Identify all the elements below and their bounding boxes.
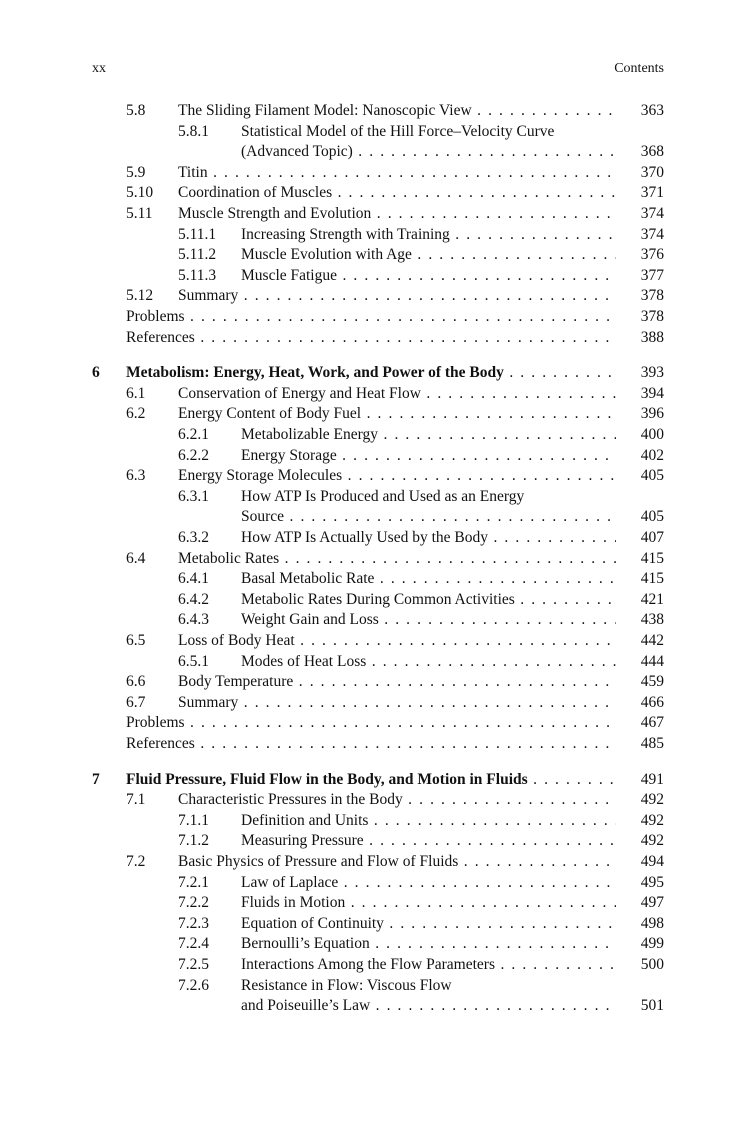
toc-entry-title-wrap	[241, 934, 616, 954]
toc-entry-page: 442	[640, 632, 664, 649]
toc-entry-title-wrap	[178, 163, 616, 183]
toc-entry-title: Conservation of Energy and Heat Flow	[178, 384, 421, 402]
toc-entry-title-wrap	[178, 286, 616, 306]
toc-entry-title: How ATP Is Actually Used by the Body	[241, 529, 488, 546]
toc-entry[interactable]	[0, 790, 664, 810]
toc-entry[interactable]	[0, 873, 664, 893]
toc-entry-title-wrap	[241, 266, 616, 286]
toc-entry-title: Metabolizable Energy	[241, 426, 379, 443]
toc-entry-number: 6.4.3	[178, 611, 209, 629]
toc-entry[interactable]	[0, 914, 664, 934]
toc-entry[interactable]	[0, 652, 664, 672]
toc-entry-title-wrap	[178, 101, 616, 121]
toc-entry-title: Equation of Continuity	[241, 914, 384, 932]
toc-entry-title-wrap	[241, 528, 616, 548]
page-number: xx	[92, 61, 106, 76]
toc-entry[interactable]	[0, 713, 664, 733]
toc-entry-page: 499	[640, 935, 664, 953]
toc-entry-title-wrap	[178, 790, 616, 810]
toc-entry-title: Definition and Units	[241, 811, 369, 829]
toc-entry-number: 5.10	[126, 184, 154, 202]
toc-entry-title: Resistance in Flow: Viscous Flow	[241, 976, 452, 994]
toc-entry-title-wrap	[178, 466, 616, 486]
toc-entry-number: 6.5	[126, 632, 146, 649]
toc-entry[interactable]	[0, 955, 664, 975]
toc-entry-title-wrap	[241, 487, 616, 507]
toc-entry-title: Statistical Model of the Hill Force–Velocity Curve	[241, 122, 555, 140]
toc-entry-title: Coordination of Muscles	[178, 184, 333, 202]
toc-entry-title: Metabolism: Energy, Heat, Work, and Power of the Body	[126, 364, 504, 382]
toc-entry-number: 6.2.1	[178, 426, 209, 443]
toc-entry[interactable]	[0, 569, 664, 589]
toc-entry-title: Summary	[178, 693, 239, 711]
toc-entry-title-wrap	[241, 245, 616, 265]
toc-entry-number: 6.1	[126, 384, 146, 402]
toc-entry-title-wrap	[241, 914, 616, 934]
toc-entry-page: 497	[640, 894, 664, 912]
toc-entry-number: 5.9	[126, 163, 146, 181]
toc-entry-number: 7.2	[126, 853, 146, 870]
toc-entry-title-wrap	[241, 142, 616, 162]
toc-entry-title-wrap	[241, 225, 616, 245]
toc-entry-title-wrap	[241, 425, 616, 445]
toc-entry-number: 6.4.2	[178, 590, 209, 608]
toc-entry[interactable]	[0, 811, 664, 831]
toc-entry-title: Energy Storage Molecules	[178, 467, 343, 485]
toc-entry-page: 459	[640, 673, 664, 691]
toc-entry[interactable]	[0, 590, 664, 610]
toc-entry-number: 6.3.2	[178, 529, 209, 546]
toc-entry-number: 5.11	[126, 205, 153, 222]
toc-entry-page: 500	[640, 956, 664, 973]
toc-entry[interactable]	[0, 610, 664, 630]
toc-entry-title: Metabolic Rates During Common Activities	[241, 590, 515, 608]
toc-entry-title-wrap	[178, 404, 616, 424]
toc-entry-number: 7.2.3	[178, 914, 209, 932]
toc-entry-title: Titin	[178, 163, 208, 181]
toc-entry-title: Summary	[178, 287, 239, 305]
toc-entry-page: 501	[640, 997, 664, 1015]
toc-entry-title: Energy Storage	[241, 446, 337, 464]
toc-entry[interactable]	[0, 122, 664, 142]
toc-entry[interactable]	[0, 976, 664, 996]
toc-entry-title: Fluid Pressure, Fluid Flow in the Body, and Motion in Fluids	[126, 770, 528, 788]
toc-entry-number: 6.2	[126, 405, 146, 423]
toc-entry-page: 494	[640, 853, 664, 870]
toc-entry-page: 407	[640, 529, 664, 546]
toc-entry-number: 7.2.4	[178, 935, 209, 953]
page-header	[92, 61, 664, 81]
toc-entry-page: 485	[640, 735, 664, 752]
toc-entry[interactable]	[0, 852, 664, 872]
toc-entry-number: 5.8	[126, 102, 146, 119]
toc-entry[interactable]	[0, 528, 664, 548]
toc-entry[interactable]	[0, 996, 664, 1016]
toc-entry-title: References	[126, 735, 195, 752]
toc-entry-title: Characteristic Pressures in the Body	[178, 791, 403, 809]
toc-entry-page: 374	[640, 205, 664, 222]
toc-entry-page: 402	[640, 446, 664, 464]
toc-entry-title-wrap	[178, 183, 616, 203]
toc-entry-title-wrap	[241, 955, 616, 975]
toc-entry-number: 6.4.1	[178, 570, 209, 588]
toc-entry-title: References	[126, 328, 195, 346]
toc-entry-page: 363	[640, 102, 664, 119]
toc-entry-page: 467	[640, 714, 664, 732]
toc-entry-title-wrap	[241, 873, 616, 893]
toc-entry-number: 6	[92, 364, 100, 382]
toc-entry-title: Interactions Among the Flow Parameters	[241, 956, 495, 973]
toc-entry-page: 495	[640, 873, 664, 891]
toc-entry-title: The Sliding Filament Model: Nanoscopic View	[178, 102, 472, 119]
toc-entry-page: 393	[640, 364, 664, 382]
toc-entry[interactable]	[0, 831, 664, 851]
toc-entry-title-wrap	[178, 384, 616, 404]
toc-entry[interactable]	[0, 425, 664, 445]
toc-entry-page: 405	[640, 467, 664, 485]
toc-entry-title-wrap	[241, 893, 616, 913]
toc-entry-page: 498	[640, 914, 664, 932]
toc-entry[interactable]	[0, 328, 664, 348]
toc-entry-page: 394	[640, 384, 664, 402]
toc-entry-page: 371	[640, 184, 664, 202]
toc-entry-title: Basic Physics of Pressure and Flow of Fluids	[178, 853, 459, 870]
toc-entry-page: 415	[640, 570, 664, 588]
toc-entry-number: 6.4	[126, 549, 146, 567]
toc-entry-title: Metabolic Rates	[178, 549, 280, 567]
toc-entry-title: Muscle Evolution with Age	[241, 246, 412, 264]
toc-entry-title-wrap	[241, 811, 616, 831]
toc-entry-title: Weight Gain and Loss	[241, 611, 379, 629]
toc-entry[interactable]	[0, 507, 664, 527]
toc-entry-number: 7.2.6	[178, 976, 209, 994]
toc-entry-title-wrap	[241, 610, 616, 630]
toc-entry[interactable]	[0, 631, 664, 651]
toc-entry-number: 5.12	[126, 287, 154, 305]
toc-entry-title-wrap	[178, 693, 616, 713]
toc-entry[interactable]	[0, 384, 664, 404]
toc-entry-number: 5.11.2	[178, 246, 217, 264]
toc-entry[interactable]	[0, 672, 664, 692]
toc-entry-number: 7.1.1	[178, 811, 209, 829]
toc-entry[interactable]	[0, 770, 664, 790]
toc-entry[interactable]	[0, 363, 664, 383]
toc-entry[interactable]	[0, 549, 664, 569]
toc-entry-title: Problems	[126, 714, 185, 732]
toc-entry[interactable]	[0, 142, 664, 162]
toc-entry[interactable]	[0, 893, 664, 913]
toc-entry[interactable]	[0, 163, 664, 183]
toc-entry[interactable]	[0, 266, 664, 286]
toc-entry[interactable]	[0, 734, 664, 754]
toc-entry-title-wrap	[178, 852, 616, 872]
toc-entry-number: 7.1	[126, 791, 146, 809]
toc-entry-page: 491	[640, 770, 664, 788]
toc-entry-title: (Advanced Topic)	[241, 143, 353, 161]
toc-entry-title: Basal Metabolic Rate	[241, 570, 375, 588]
toc-entry-page: 492	[640, 791, 664, 809]
toc-entry-page: 396	[640, 405, 664, 423]
toc-entry-page: 405	[640, 508, 664, 526]
toc-entry-number: 7.2.2	[178, 894, 209, 912]
toc-entry-page: 368	[640, 143, 664, 161]
toc-entry-number: 5.11.3	[178, 266, 217, 284]
toc-entry-page: 421	[640, 590, 664, 608]
toc-entry-title: Source	[241, 508, 285, 526]
toc-entry-title-wrap	[126, 307, 616, 327]
toc-entry-title: Increasing Strength with Training	[241, 225, 450, 243]
toc-entry-number: 7	[92, 770, 100, 788]
toc-entry[interactable]	[0, 101, 664, 121]
toc-entry-title-wrap	[241, 590, 616, 610]
toc-entry-page: 492	[640, 811, 664, 829]
toc-entry-title-wrap	[241, 569, 616, 589]
toc-entry[interactable]	[0, 204, 664, 224]
toc-entry[interactable]	[0, 286, 664, 306]
toc-entry[interactable]	[0, 934, 664, 954]
toc-entry-title-wrap	[241, 831, 616, 851]
toc-entry-title-wrap	[241, 976, 616, 996]
toc-entry-number: 7.1.2	[178, 832, 209, 850]
toc-entry-title: Measuring Pressure	[241, 832, 364, 850]
toc-entry-title-wrap	[241, 996, 616, 1016]
toc-entry-number: 6.5.1	[178, 652, 209, 670]
toc-entry-page: 415	[640, 549, 664, 567]
toc-entry-page: 377	[640, 266, 664, 284]
toc-entry-number: 7.2.1	[178, 873, 209, 891]
toc-entry-title: Modes of Heat Loss	[241, 652, 367, 670]
toc-entry-number: 6.3.1	[178, 487, 209, 505]
toc-entry-title: and Poiseuille’s Law	[241, 997, 371, 1015]
toc-entry[interactable]	[0, 225, 664, 245]
toc-entry-title-wrap	[241, 446, 616, 466]
toc-entry-page: 374	[640, 225, 664, 243]
toc-entry-page: 444	[640, 652, 664, 670]
toc-entry[interactable]	[0, 307, 664, 327]
toc-entry-title-wrap	[241, 652, 616, 672]
toc-entry-page: 378	[640, 308, 664, 325]
toc-entry[interactable]	[0, 487, 664, 507]
toc-entry-title: Problems	[126, 308, 185, 325]
toc-entry[interactable]	[0, 446, 664, 466]
toc-entry-title-wrap	[178, 549, 616, 569]
toc-entry-title-wrap	[178, 631, 616, 651]
toc-entry-page: 378	[640, 287, 664, 305]
toc-entry-page: 438	[640, 611, 664, 629]
toc-entry[interactable]	[0, 693, 664, 713]
toc-entry-title: How ATP Is Produced and Used as an Energy	[241, 487, 525, 505]
toc-entry-number: 6.7	[126, 693, 146, 711]
toc-entry-title-wrap	[126, 734, 616, 754]
toc-entry-page: 388	[640, 328, 664, 346]
toc-entry-title-wrap	[126, 363, 616, 383]
toc-entry[interactable]	[0, 466, 664, 486]
toc-entry-number: 6.2.2	[178, 446, 209, 464]
toc-entry-title: Body Temperature	[178, 673, 294, 691]
toc-entry-title-wrap	[126, 328, 616, 348]
toc-entry[interactable]	[0, 245, 664, 265]
toc-entry-title-wrap	[178, 204, 616, 224]
toc-entry-number: 5.8.1	[178, 122, 209, 140]
running-title: Contents	[614, 61, 664, 76]
toc-entry-number: 5.11.1	[178, 225, 217, 243]
toc-entry-title-wrap	[241, 122, 616, 142]
toc-entry-title-wrap	[241, 507, 616, 527]
toc-entry-title: Loss of Body Heat	[178, 632, 295, 649]
toc-entry-title: Energy Content of Body Fuel	[178, 405, 362, 423]
toc-entry[interactable]	[0, 183, 664, 203]
toc-entry-number: 6.3	[126, 467, 146, 485]
toc-entry-title: Bernoulli’s Equation	[241, 935, 370, 953]
toc-entry-title: Fluids in Motion	[241, 894, 346, 912]
toc-entry-title: Muscle Strength and Evolution	[178, 205, 372, 222]
toc-entry-title: Law of Laplace	[241, 873, 339, 891]
toc-entry-number: 6.6	[126, 673, 146, 691]
toc-entry-title-wrap	[126, 713, 616, 733]
toc-entry-title-wrap	[178, 672, 616, 692]
toc-entry-page: 370	[640, 163, 664, 181]
toc-entry-page: 466	[640, 693, 664, 711]
toc-entry-page: 400	[640, 426, 664, 443]
toc-entry-page: 376	[640, 246, 664, 264]
toc-entry-title: Muscle Fatigue	[241, 266, 337, 284]
toc-entry[interactable]	[0, 404, 664, 424]
toc-entry-number: 7.2.5	[178, 956, 209, 973]
toc-entry-title-wrap	[126, 770, 616, 790]
toc-entry-page: 492	[640, 832, 664, 850]
